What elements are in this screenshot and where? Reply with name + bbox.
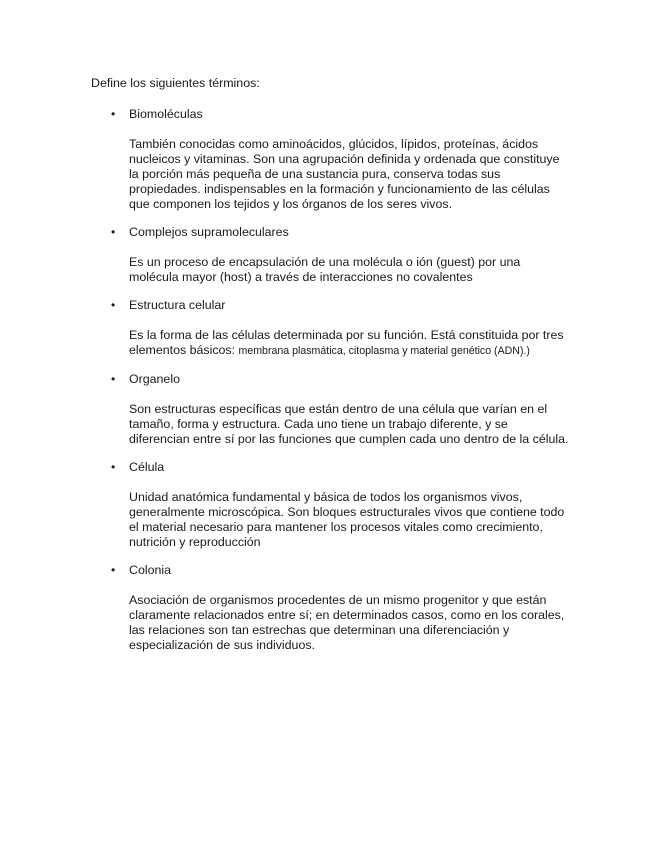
list-item-complejos-supramoleculares <box>0 225 655 285</box>
term-label: Colonia <box>129 563 172 577</box>
term-label: Célula <box>129 460 165 474</box>
term-label: Organelo <box>129 372 180 386</box>
term-definition: También conocidas como aminoácidos, glúcidos, lípidos, proteínas, ácidos nucleicos y vitaminas. Son una agrupación definida y ordenada que constituye la porción más pequeña de una sustancia pura, conserva todas sus propiedades. indispensables en la formación y funcionamiento de las células que componen los tejidos y los órganos de los seres vivos. <box>129 137 560 211</box>
term-definition: Asociación de organismos procedentes de un mismo progenitor y que están claramente relacionados entre sí; en determinados casos, como en los corales, las relaciones son tan estrechas que determinan una diferenciación y especialización de sus individuos. <box>129 593 565 652</box>
term-label: Biomoléculas <box>129 107 203 121</box>
term-definition <box>129 328 569 359</box>
list-item-organelo <box>0 372 655 447</box>
bullet-icon: • <box>111 225 116 239</box>
page-heading: Define los siguientes términos: <box>91 76 260 90</box>
term-definition: Es un proceso de encapsulación de una molécula o ión (guest) por una molécula mayor (host) a través de interacciones no covalentes <box>129 255 521 284</box>
term-definition: Son estructuras específicas que están dentro de una célula que varían en el tamaño, forma y estructura. Cada uno tiene un trabajo diferente, y se diferencian entre sí por las funciones que cumplen cada uno dentro de la célula. <box>129 402 569 446</box>
bullet-icon: • <box>111 107 116 121</box>
list-item-estructura-celular <box>0 298 655 359</box>
bullet-icon: • <box>111 298 116 312</box>
bullet-icon: • <box>111 460 116 474</box>
terms-list <box>0 107 655 666</box>
list-item-celula <box>0 460 655 550</box>
bullet-icon: • <box>111 372 116 386</box>
bullet-icon: • <box>111 563 116 577</box>
term-label: Estructura celular <box>129 298 226 312</box>
list-item-biomoleculas <box>0 107 655 212</box>
list-item-colonia <box>0 563 655 653</box>
term-definition: Unidad anatómica fundamental y básica de todos los organismos vivos, generalmente microscópica. Son bloques estructurales vivos que contiene todo el material necesario para mantener los procesos vitales como crecimiento, nutrición y reproducción <box>129 490 565 549</box>
term-label: Complejos supramoleculares <box>129 225 289 239</box>
term-definition-small: membrana plasmática, citoplasma y material genético (ADN).) <box>238 345 530 357</box>
term-definition-main: Es la forma de las células determinada por su función. Está constituida por tres elementos básicos: <box>129 328 564 357</box>
